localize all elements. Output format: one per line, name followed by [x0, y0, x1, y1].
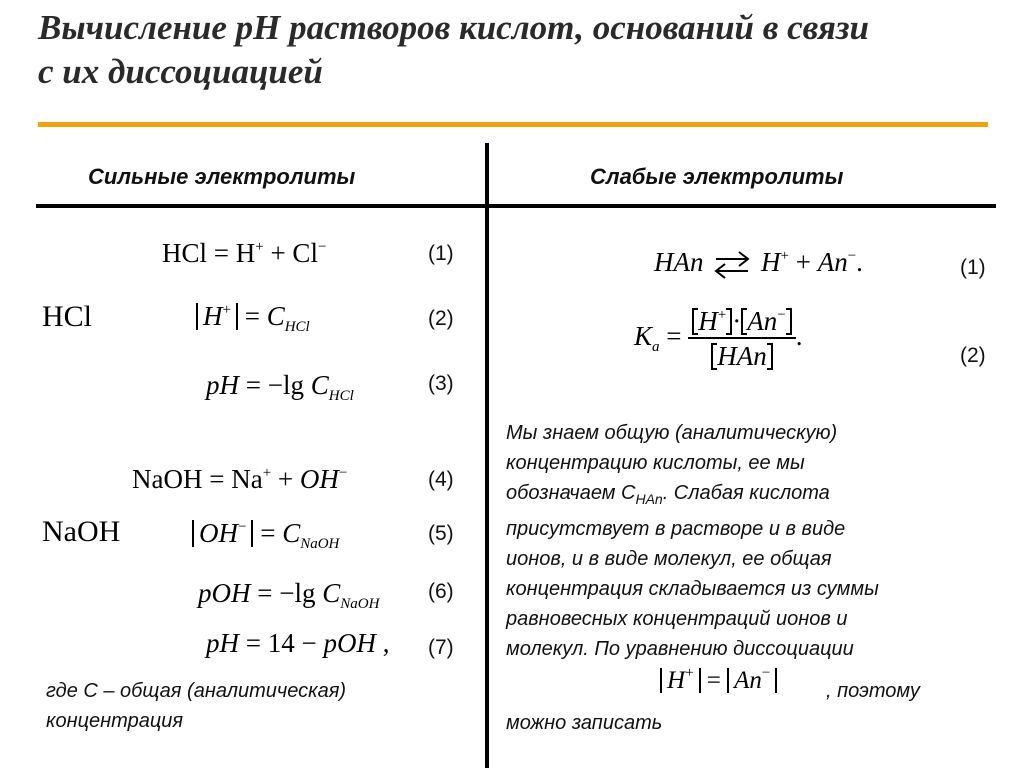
left-note: где С – общая (аналитическая) концентрация: [46, 680, 347, 732]
strong-electrolytes-header: Сильные электролиты: [88, 164, 356, 189]
equation-number: (4): [428, 468, 454, 491]
equation-2: $H^+ = C_{HCl}$: [196, 303, 310, 330]
column-divider: [485, 143, 489, 768]
equation-3: pH = −lg $C_{HCl}$: [206, 370, 354, 404]
equilibrium-arrows-icon: [710, 248, 754, 282]
after-equation-text: , поэтому: [826, 680, 920, 702]
weak-acid-paragraph: Мы знаем общую (аналитическую) концентрацию кислоты, ее мы обозначаем $C_{HAn}$. Слабая кислота присутствует в растворе и в виде ионов, и в виде молекул, ее общая концентрация складывается из суммы равновесных концентраций ионов и молекул. По уравнению диссоциации: [506, 422, 879, 660]
equation-7: pH = 14 − pOH ,: [206, 628, 390, 658]
equation-number: (1): [960, 256, 986, 279]
weak-electrolytes-header: Слабые электролиты: [590, 164, 844, 189]
dissociation-constant-equation: $K_a$ = $\frac{H^+ \cdot An^-}{\text{HAn}}$ .: [634, 306, 803, 371]
naoh-label: NaOH: [42, 515, 121, 548]
equation-6: pOH = −lg $C_{NaOH}$: [198, 578, 380, 612]
weak-dissociation-equation: HAn H+ + An−.: [654, 248, 863, 282]
equation-number: (6): [428, 580, 454, 603]
equation-number: (5): [428, 522, 454, 545]
equation-number: (2): [960, 344, 986, 367]
final-line: можно записать: [506, 712, 663, 734]
equation-4: NaOH = Na+ + OH−: [132, 464, 348, 494]
title-underline: [38, 122, 988, 127]
equation-number: (7): [428, 636, 454, 659]
slide-title: Вычисление pH растворов кислот, оснований в связи с их диссоциацией: [38, 8, 869, 91]
equation-number: (3): [428, 372, 454, 395]
equation-number: (1): [428, 242, 454, 265]
equation-5: $OH^- = C_{NaOH}$: [192, 520, 339, 547]
hcl-label: HCl: [42, 300, 93, 333]
ion-equality-equation: H+ = An−: [660, 668, 777, 693]
equation-number: (2): [428, 307, 454, 330]
equation-1: HCl = H+ + Cl−: [162, 238, 327, 268]
header-divider: [36, 204, 996, 208]
